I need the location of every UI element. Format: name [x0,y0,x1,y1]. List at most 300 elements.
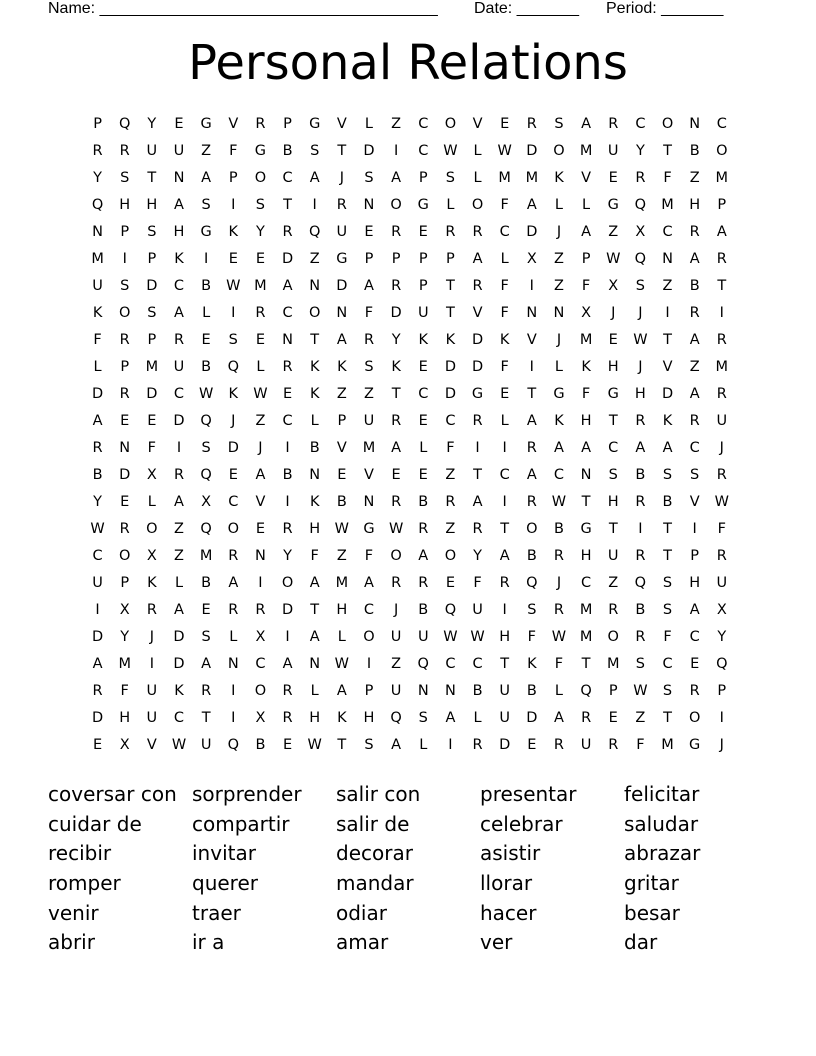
grid-letter[interactable]: R [526,494,537,510]
grid-letter[interactable]: M [661,197,674,213]
grid-letter[interactable]: O [227,521,239,537]
grid-letter[interactable]: K [527,656,537,672]
grid-letter[interactable]: C [499,224,510,240]
grid-letter[interactable]: W [443,629,458,645]
grid-letter[interactable]: X [146,467,157,483]
grid-letter[interactable]: H [580,548,592,564]
grid-letter[interactable]: Q [390,710,402,726]
grid-letter[interactable]: S [662,683,673,699]
grid-letter[interactable]: Q [91,197,104,213]
grid-letter[interactable]: C [173,386,185,402]
grid-letter[interactable]: N [662,251,673,267]
grid-letter[interactable]: H [309,521,321,537]
grid-letter[interactable]: L [147,494,156,510]
grid-letter[interactable]: O [688,710,701,726]
grid-letter[interactable]: L [554,197,563,213]
grid-letter[interactable]: A [554,440,564,456]
grid-letter[interactable]: J [719,737,724,753]
grid-letter[interactable]: K [174,251,184,267]
grid-letter[interactable]: A [364,278,374,294]
grid-letter[interactable]: U [472,602,483,618]
grid-letter[interactable]: Q [200,521,212,537]
grid-letter[interactable]: A [418,548,429,564]
grid-letter[interactable]: E [120,413,130,429]
grid-letter[interactable]: W [334,656,349,672]
grid-letter[interactable]: Y [147,116,157,132]
grid-letter[interactable]: U [390,629,402,645]
grid-letter[interactable]: L [500,413,509,429]
grid-letter[interactable]: B [689,278,700,294]
grid-letter[interactable]: E [500,116,510,132]
grid-letter[interactable]: K [445,332,456,348]
grid-letter[interactable]: E [282,386,293,402]
grid-letter[interactable]: A [309,575,320,591]
grid-letter[interactable]: K [228,386,239,402]
grid-letter[interactable]: C [608,440,619,456]
grid-letter[interactable]: C [418,386,429,402]
grid-letter[interactable]: A [282,656,293,672]
grid-letter[interactable]: R [635,170,646,186]
grid-letter[interactable]: A [174,197,184,213]
grid-letter[interactable]: I [366,656,372,672]
grid-letter[interactable]: Z [553,251,564,267]
grid-letter[interactable]: W [714,494,729,510]
grid-letter[interactable]: C [499,467,510,483]
grid-letter[interactable]: A [635,440,646,456]
grid-letter[interactable]: D [146,278,158,294]
grid-letter[interactable]: Y [635,143,645,159]
grid-letter[interactable]: O [526,521,538,537]
grid-letter[interactable]: G [689,737,701,753]
grid-letter[interactable]: J [611,305,616,321]
grid-letter[interactable]: U [173,359,185,375]
grid-letter[interactable]: I [258,575,263,591]
grid-letter[interactable]: R [228,602,239,618]
grid-letter[interactable]: V [146,737,157,753]
grid-letter[interactable]: A [445,710,456,726]
grid-letter[interactable]: B [526,548,537,564]
grid-letter[interactable]: S [635,278,645,294]
grid-letter[interactable]: F [120,683,129,699]
grid-letter[interactable]: E [228,467,238,483]
grid-letter[interactable]: I [502,440,507,456]
grid-letter[interactable]: R [282,359,293,375]
grid-letter[interactable]: U [417,305,429,321]
grid-letter[interactable]: P [364,683,374,699]
grid-letter[interactable]: M [91,251,104,267]
grid-letter[interactable]: N [282,332,293,348]
grid-letter[interactable]: R [92,440,103,456]
grid-letter[interactable]: R [472,224,483,240]
grid-letter[interactable]: R [146,602,157,618]
grid-letter[interactable]: R [716,251,727,267]
grid-letter[interactable]: R [716,548,727,564]
grid-letter[interactable]: A [282,278,293,294]
grid-letter[interactable]: D [471,332,484,348]
grid-letter[interactable]: H [607,494,619,510]
grid-letter[interactable]: T [608,413,618,429]
grid-letter[interactable]: O [444,548,457,564]
grid-letter[interactable]: O [607,629,619,645]
grid-letter[interactable]: W [443,143,458,159]
grid-letter[interactable]: L [446,197,455,213]
grid-letter[interactable]: E [445,575,455,591]
grid-letter[interactable]: X [635,224,646,240]
grid-letter[interactable]: A [174,494,184,510]
grid-letter[interactable]: C [689,440,700,456]
grid-letter[interactable]: O [254,683,267,699]
grid-letter[interactable]: H [499,629,511,645]
grid-letter[interactable]: Y [473,548,482,564]
grid-letter[interactable]: R [472,737,483,753]
grid-letter[interactable]: S [147,224,157,240]
grid-letter[interactable]: G [607,197,619,213]
grid-letter[interactable]: R [418,521,429,537]
grid-letter[interactable]: A [526,413,537,429]
grid-letter[interactable]: Q [634,197,647,213]
grid-letter[interactable]: C [662,224,673,240]
grid-letter[interactable]: L [310,413,319,429]
grid-letter[interactable]: S [418,710,428,726]
grid-letter[interactable]: Y [93,494,102,510]
grid-letter[interactable]: E [418,224,428,240]
grid-letter[interactable]: S [120,278,130,294]
grid-letter[interactable]: A [581,116,592,132]
grid-letter[interactable]: T [337,737,347,753]
grid-letter[interactable]: Z [689,170,700,186]
grid-letter[interactable]: P [120,224,130,240]
grid-letter[interactable]: R [119,521,130,537]
grid-letter[interactable]: N [119,440,131,456]
grid-letter[interactable]: A [364,575,374,591]
grid-letter[interactable]: K [147,575,157,591]
grid-letter[interactable]: A [391,737,402,753]
grid-letter[interactable]: A [174,305,184,321]
grid-letter[interactable]: X [255,710,266,726]
grid-letter[interactable]: R [445,224,456,240]
grid-letter[interactable]: G [200,224,212,240]
grid-letter[interactable]: S [554,116,564,132]
grid-letter[interactable]: D [526,143,538,159]
grid-letter[interactable]: M [579,629,593,645]
grid-letter[interactable]: H [689,197,701,213]
grid-letter[interactable]: O [471,197,484,213]
grid-letter[interactable]: U [92,278,103,294]
grid-letter[interactable]: E [282,737,293,753]
grid-letter[interactable]: F [500,359,509,375]
grid-letter[interactable]: W [470,629,485,645]
grid-letter[interactable]: I [231,683,236,699]
grid-letter[interactable]: Z [445,521,456,537]
grid-letter[interactable]: K [92,305,103,321]
grid-letter[interactable]: C [173,278,185,294]
grid-letter[interactable]: W [307,737,322,753]
grid-letter[interactable]: O [281,575,294,591]
grid-letter[interactable]: R [255,602,266,618]
grid-letter[interactable]: U [146,710,158,726]
grid-letter[interactable]: R [92,683,103,699]
grid-letter[interactable]: N [336,305,348,321]
grid-letter[interactable]: Q [634,251,647,267]
grid-letter[interactable]: R [391,413,402,429]
grid-letter[interactable]: P [690,548,700,564]
grid-letter[interactable]: Q [227,737,239,753]
grid-letter[interactable]: Q [308,224,321,240]
grid-letter[interactable]: Z [174,521,184,537]
grid-letter[interactable]: C [255,656,266,672]
grid-letter[interactable]: B [336,494,347,510]
grid-letter[interactable]: C [662,656,673,672]
grid-letter[interactable]: A [472,494,483,510]
grid-letter[interactable]: A [391,170,402,186]
grid-letter[interactable]: V [228,116,239,132]
grid-letter[interactable]: R [472,521,483,537]
grid-letter[interactable]: D [499,737,511,753]
grid-letter[interactable]: M [254,278,267,294]
grid-letter[interactable]: F [636,737,645,753]
grid-letter[interactable]: W [606,251,621,267]
grid-letter[interactable]: Z [635,710,646,726]
grid-letter[interactable]: H [607,359,619,375]
grid-letter[interactable]: V [336,116,347,132]
grid-letter[interactable]: X [716,602,727,618]
grid-letter[interactable]: S [690,467,700,483]
grid-letter[interactable]: Y [255,224,265,240]
grid-letter[interactable]: R [716,386,727,402]
grid-letter[interactable]: I [502,494,507,510]
grid-letter[interactable]: L [473,710,482,726]
grid-letter[interactable]: D [661,386,674,402]
grid-letter[interactable]: I [502,602,507,618]
grid-letter[interactable]: K [391,359,401,375]
grid-letter[interactable]: A [689,602,700,618]
grid-letter[interactable]: G [363,521,375,537]
grid-letter[interactable]: D [526,710,538,726]
grid-letter[interactable]: B [255,737,266,753]
grid-letter[interactable]: C [282,170,293,186]
grid-letter[interactable]: X [581,305,592,321]
grid-letter[interactable]: L [93,359,102,375]
grid-letter[interactable]: T [663,548,672,564]
grid-letter[interactable]: U [580,737,592,753]
grid-letter[interactable]: H [634,386,646,402]
grid-letter[interactable]: K [554,413,564,429]
grid-letter[interactable]: L [419,440,428,456]
grid-letter[interactable]: C [418,116,429,132]
grid-letter[interactable]: R [608,116,619,132]
grid-letter[interactable]: D [281,602,294,618]
grid-letter[interactable]: P [283,116,292,132]
grid-letter[interactable]: P [418,170,428,186]
grid-letter[interactable]: F [364,305,374,321]
grid-letter[interactable]: S [310,143,320,159]
grid-letter[interactable]: S [364,170,374,186]
grid-letter[interactable]: P [446,251,455,267]
grid-letter[interactable]: P [120,359,130,375]
grid-letter[interactable]: I [692,521,697,537]
grid-letter[interactable]: S [147,305,157,321]
grid-letter[interactable]: B [662,494,673,510]
grid-letter[interactable]: J [149,629,154,645]
grid-letter[interactable]: Z [391,116,402,132]
grid-letter[interactable]: R [391,494,402,510]
grid-letter[interactable]: R [635,629,646,645]
grid-letter[interactable]: V [472,305,483,321]
grid-letter[interactable]: C [363,602,375,618]
grid-letter[interactable]: M [525,170,539,186]
grid-letter[interactable]: J [393,602,399,618]
grid-letter[interactable]: J [556,332,562,348]
grid-letter[interactable]: Q [119,116,131,132]
grid-letter[interactable]: B [282,467,293,483]
grid-letter[interactable]: X [608,278,619,294]
grid-letter[interactable]: K [228,224,239,240]
grid-letter[interactable]: F [93,332,102,348]
grid-letter[interactable]: T [527,386,537,402]
grid-letter[interactable]: J [719,440,724,456]
grid-letter[interactable]: M [579,143,593,159]
grid-letter[interactable]: I [719,305,724,321]
grid-letter[interactable]: Q [227,359,239,375]
grid-letter[interactable]: S [662,602,673,618]
grid-letter[interactable]: N [254,548,266,564]
grid-letter[interactable]: O [254,170,267,186]
grid-letter[interactable]: O [444,116,457,132]
grid-letter[interactable]: C [635,116,646,132]
grid-letter[interactable]: D [390,305,402,321]
grid-letter[interactable]: L [500,251,509,267]
grid-letter[interactable]: K [554,170,564,186]
grid-letter[interactable]: N [553,305,565,321]
grid-letter[interactable]: D [336,278,348,294]
grid-letter[interactable]: F [310,548,319,564]
grid-letter[interactable]: R [472,278,483,294]
grid-letter[interactable]: T [391,386,401,402]
grid-letter[interactable]: L [582,197,591,213]
grid-letter[interactable]: F [663,170,672,186]
grid-letter[interactable]: M [661,737,674,753]
grid-letter[interactable]: B [92,467,103,483]
grid-letter[interactable]: E [527,737,537,753]
grid-letter[interactable]: R [391,278,402,294]
grid-letter[interactable]: S [364,737,374,753]
grid-letter[interactable]: A [689,386,700,402]
grid-letter[interactable]: N [444,683,456,699]
grid-letter[interactable]: D [227,440,239,456]
grid-letter[interactable]: E [147,413,157,429]
grid-letter[interactable]: J [638,359,643,375]
grid-letter[interactable]: R [336,197,347,213]
grid-letter[interactable]: T [147,170,157,186]
grid-letter[interactable]: F [500,305,509,321]
grid-letter[interactable]: I [95,602,100,618]
grid-letter[interactable]: R [553,737,564,753]
grid-letter[interactable]: R [228,548,239,564]
grid-letter[interactable]: Q [417,656,429,672]
grid-letter[interactable]: U [336,224,348,240]
grid-letter[interactable]: J [556,575,562,591]
grid-letter[interactable]: W [226,278,241,294]
grid-letter[interactable]: D [444,386,456,402]
grid-letter[interactable]: I [529,359,534,375]
grid-letter[interactable]: O [119,548,131,564]
grid-letter[interactable]: K [499,332,510,348]
grid-letter[interactable]: Q [200,467,212,483]
grid-letter[interactable]: C [581,575,592,591]
grid-letter[interactable]: X [146,548,157,564]
grid-letter[interactable]: E [255,251,265,267]
grid-letter[interactable]: I [312,197,317,213]
grid-letter[interactable]: A [689,332,700,348]
grid-letter[interactable]: P [581,251,591,267]
grid-letter[interactable]: O [119,305,131,321]
grid-letter[interactable]: E [255,521,265,537]
grid-letter[interactable]: T [310,602,320,618]
grid-letter[interactable]: N [417,683,429,699]
grid-letter[interactable]: A [581,440,592,456]
grid-letter[interactable]: F [500,278,509,294]
grid-letter[interactable]: T [663,710,672,726]
grid-letter[interactable]: R [635,494,646,510]
grid-letter[interactable]: D [281,251,294,267]
grid-letter[interactable]: E [337,467,347,483]
grid-letter[interactable]: A [526,467,537,483]
grid-letter[interactable]: B [201,575,212,591]
grid-letter[interactable]: Z [336,386,347,402]
grid-letter[interactable]: C [472,656,483,672]
grid-letter[interactable]: O [390,548,402,564]
grid-letter[interactable]: K [309,359,320,375]
grid-letter[interactable]: T [445,278,455,294]
grid-letter[interactable]: T [581,494,591,510]
grid-letter[interactable]: R [689,305,700,321]
grid-letter[interactable]: V [364,467,374,483]
grid-letter[interactable]: Q [200,413,212,429]
grid-letter[interactable]: A [309,170,320,186]
grid-letter[interactable]: Z [662,278,673,294]
grid-letter[interactable]: M [606,656,620,672]
grid-letter[interactable]: U [146,143,158,159]
grid-letter[interactable]: L [310,683,319,699]
grid-letter[interactable]: T [663,143,672,159]
grid-letter[interactable]: A [689,251,700,267]
grid-letter[interactable]: W [497,143,512,159]
grid-letter[interactable]: S [445,170,455,186]
grid-letter[interactable]: Q [634,575,647,591]
grid-letter[interactable]: Z [336,548,347,564]
grid-letter[interactable]: D [173,629,185,645]
grid-letter[interactable]: W [633,332,648,348]
grid-letter[interactable]: O [390,197,402,213]
grid-letter[interactable]: A [472,251,483,267]
grid-letter[interactable]: F [527,629,536,645]
grid-letter[interactable]: U [417,629,429,645]
grid-letter[interactable]: R [92,143,103,159]
grid-letter[interactable]: O [363,629,375,645]
grid-letter[interactable]: H [173,224,185,240]
grid-letter[interactable]: R [472,413,483,429]
grid-letter[interactable]: N [227,656,239,672]
grid-letter[interactable]: F [581,278,591,294]
grid-letter[interactable]: N [309,467,321,483]
grid-letter[interactable]: D [91,710,104,726]
grid-letter[interactable]: A [662,440,673,456]
grid-letter[interactable]: G [336,251,348,267]
grid-letter[interactable]: A [201,656,212,672]
grid-letter[interactable]: D [363,143,375,159]
grid-letter[interactable]: E [418,359,428,375]
grid-letter[interactable]: E [174,116,184,132]
